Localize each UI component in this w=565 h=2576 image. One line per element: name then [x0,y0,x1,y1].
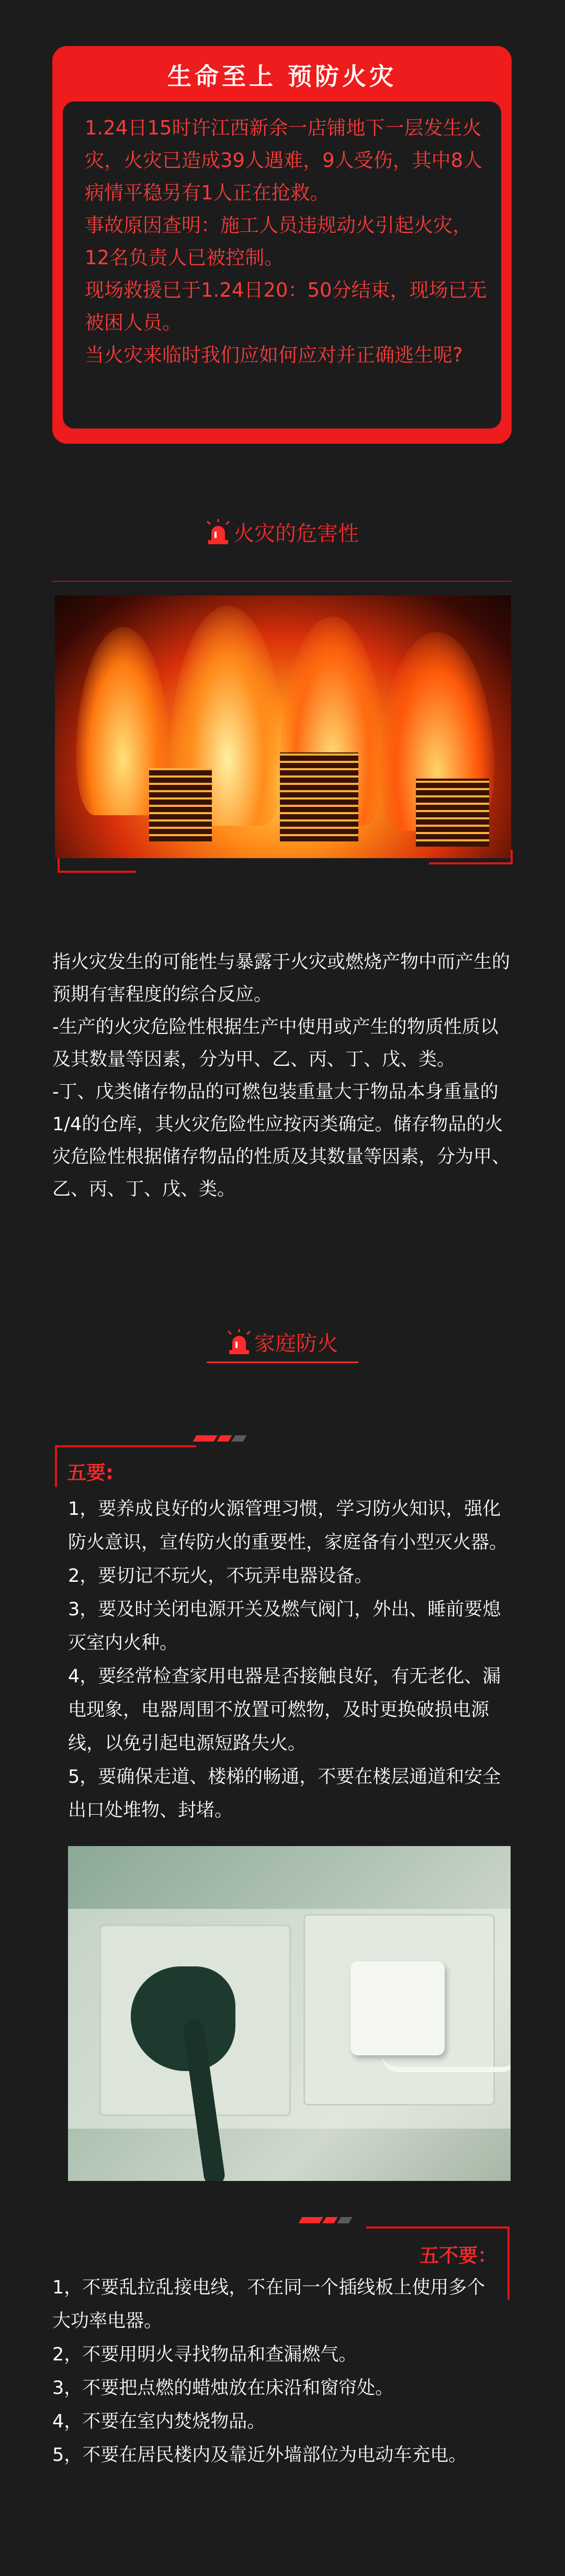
list-item: 2，不要用明火寻找物品和查漏燃气。 [52,2344,357,2365]
house-fire-image [55,595,511,858]
list-item: 5，要确保走道、楼梯的畅通，不要在楼层通道和安全出口处堆物、封堵。 [68,1767,501,1821]
heading-underline [207,1362,358,1363]
donts-title: 五不要： [420,2244,497,2267]
list-item: 1，不要乱拉乱接电线，不在同一个插线板上使用多个大功率电器。 [52,2277,485,2332]
list-item: 4，要经常检查家用电器是否接触良好，有无老化、漏电现象，电器周围不放置可燃物，及时更换破损电源线，以免引起电源短路失火。 [68,1666,501,1754]
divider [52,581,512,582]
box-border [55,1445,57,1487]
list-item: 4，不要在室内焚烧物品。 [52,2411,266,2432]
hazard-paragraph: 指火灾发生的可能性与暴露于火灾或燃烧产物中而产生的预期有害程度的综合反应。 [52,952,511,1005]
banner-paragraph: 现场救援已于1.24日20：50分结束，现场已无被困人员。 [85,279,487,334]
hazard-paragraph: -丁、戊类储存物品的可燃包装重量大于物品本身重量的1/4的仓库，其火灾危险性应按丙类确定。储存物品的火灾危险性根据储存物品的性质及其数量等因素，分为甲、乙、丙、丁、戊、类。 [52,1082,511,1200]
banner-text [85,112,488,372]
hazard-description [52,946,513,1206]
list-item: 3，不要把点燃的蜡烛放在床沿和窗帘处。 [52,2378,394,2399]
section-heading-hazard [0,517,565,547]
decorative-dashes [300,2217,351,2223]
section-title: 家庭防火 [254,1332,338,1356]
donts-list [52,2271,502,2472]
top-banner [52,46,512,444]
box-border [55,1445,196,1447]
decorative-dashes [195,1435,245,1442]
electrical-socket-image [68,1846,511,2181]
section-heading-home [0,1327,565,1357]
image-corner-deco [58,858,136,873]
banner-content-box [63,102,501,429]
dos-list [68,1492,507,1827]
alarm-siren-icon [206,519,230,545]
alarm-siren-icon [227,1329,251,1355]
box-border [507,2226,510,2300]
banner-paragraph: 当火灾来临时我们应如何应对并正确逃生呢? [85,344,463,366]
hazard-paragraph: -生产的火灾危险性根据生产中使用或产生的物质性质以及其数量等因素，分为甲、乙、丙、丁、戊、类。 [52,1017,499,1070]
banner-paragraph: 1.24日15时许江西新余一店铺地下一层发生火灾，火灾已造成39人遇难，9人受伤，其中8人病情平稳另有1人正在抢救。 [85,117,483,204]
banner-paragraph: 事故原因查明：施工人员违规动火引起火灾，12名负责人已被控制。 [85,214,472,269]
list-item: 1，要养成良好的火源管理习惯，学习防火知识，强化防火意识，宣传防火的重要性，家庭备有小型灭火器。 [68,1499,508,1553]
section-title: 火灾的危害性 [233,522,359,546]
box-border [366,2226,510,2229]
image-corner-deco [429,850,513,864]
dos-title: 五要: [67,1461,114,1484]
list-item: 3，要及时关闭电源开关及燃气阀门，外出、睡前要熄灭室内火种。 [68,1599,501,1653]
list-item: 5，不要在居民楼内及靠近外墙部位为电动车充电。 [52,2445,467,2466]
banner-title: 生命至上 预防火灾 [167,62,397,91]
list-item: 2，要切记不玩火，不玩弄电器设备。 [68,1566,373,1587]
